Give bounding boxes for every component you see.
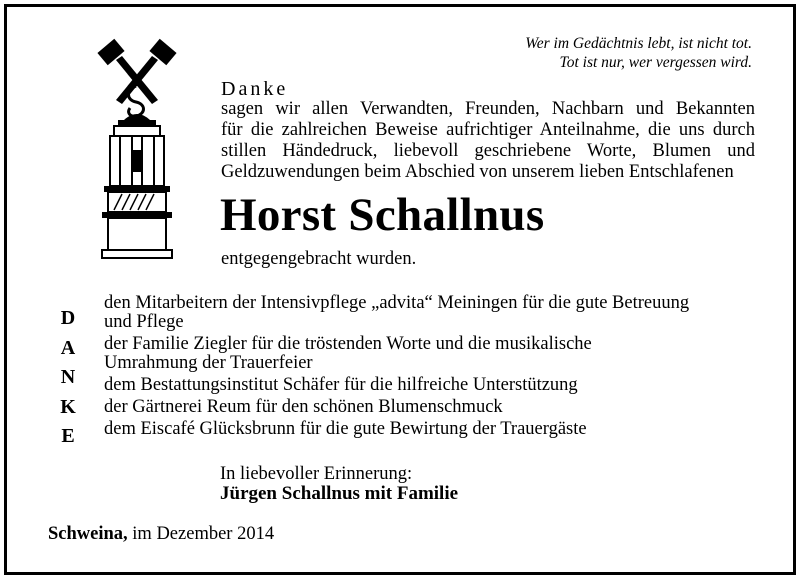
list-item	[104, 376, 744, 395]
list-item	[104, 398, 744, 417]
miners-emblem-icon	[96, 38, 178, 262]
deceased-name: Horst Schallnus	[220, 189, 545, 241]
thanks-list	[104, 294, 744, 442]
memory-signature	[220, 464, 458, 504]
memory-label: In liebevoller Erinnerung:	[220, 464, 413, 484]
thanks-line: der Familie Ziegler für die tröstenden Worte und die musikalische	[104, 334, 592, 354]
vertical-letter: K	[60, 395, 76, 418]
intro-line: Geldzuwendungen beim Abschied von unserem lieben Entschlafenen	[221, 162, 734, 182]
thanks-line: dem Eiscafé Glücksbrunn für die gute Bewirtung der Trauergäste	[104, 419, 587, 439]
thanks-line: Umrahmung der Trauerfeier	[104, 353, 313, 373]
vertical-letter: D	[60, 307, 76, 329]
place-town: Schweina,	[48, 524, 128, 544]
place-date	[48, 524, 274, 545]
intro-line: sagen wir allen Verwandten, Freunden, Nachbarn und Bekannten	[221, 99, 755, 119]
intro-paragraph	[221, 99, 755, 183]
list-item	[104, 294, 744, 332]
danke-heading: Danke	[221, 78, 289, 100]
list-item	[104, 420, 744, 439]
family-signature: Jürgen Schallnus mit Familie	[220, 483, 459, 504]
memorial-quote	[466, 34, 752, 72]
thanks-line: dem Bestattungsinstitut Schäfer für die hilfreiche Unterstützung	[104, 375, 578, 395]
quote-line: Wer im Gedächtnis lebt, ist nicht tot.	[525, 35, 752, 52]
thanks-line: der Gärtnerei Reum für den schönen Blumenschmuck	[104, 397, 503, 417]
vertical-letter: A	[60, 336, 76, 359]
vertical-letter: N	[60, 366, 76, 388]
vertical-danke	[56, 304, 80, 452]
place-date-text: im Dezember 2014	[132, 524, 275, 544]
intro-line: stillen Händedruck, liebevoll geschriebene Worte, Blumen und	[221, 141, 755, 161]
thanks-line: und Pflege	[104, 312, 184, 332]
quote-line: Tot ist nur, wer vergessen wird.	[559, 54, 752, 71]
vertical-letter: E	[61, 425, 75, 447]
list-item	[104, 335, 744, 373]
thanks-line: den Mitarbeitern der Intensivpflege „advita“ Meiningen für die gute Betreuung	[104, 293, 690, 313]
after-name-text: entgegengebracht wurden.	[221, 249, 417, 269]
intro-line: für die zahlreichen Beweise aufrichtiger Anteilnahme, die uns durch	[221, 120, 755, 140]
